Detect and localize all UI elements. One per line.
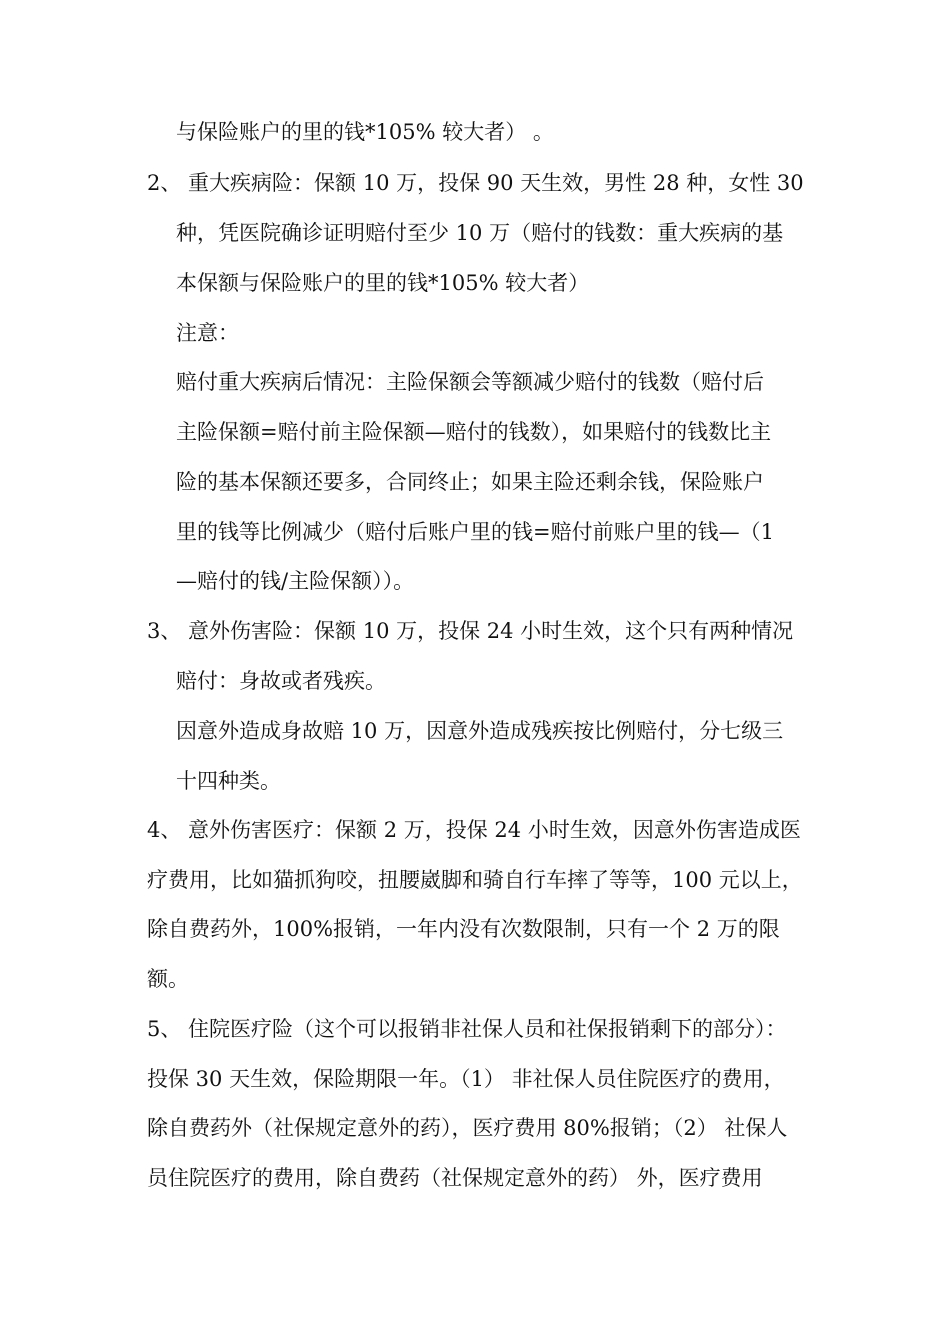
- paragraph-line: 疗费用，比如猫抓狗咬，扭腰崴脚和骑自行车摔了等等，100 元以上，: [147, 868, 803, 892]
- paragraph-line: 与保险账户的里的钱*105% 较大者） 。: [176, 120, 554, 144]
- paragraph-line: 除自费药外（社保规定意外的药），医疗费用 80%报销；（2） 社保人: [147, 1116, 788, 1140]
- paragraph-line: 险的基本保额还要多，合同终止；如果主险还剩余钱，保险账户: [176, 470, 764, 494]
- item-5-line: 5、 住院医疗险（这个可以报销非社保人员和社保报销剩下的部分）：: [147, 1017, 787, 1041]
- item-4-line: 4、 意外伤害医疗：保额 2 万，投保 24 小时生效，因意外伤害造成医: [147, 818, 801, 842]
- note-heading: 注意：: [176, 321, 239, 345]
- paragraph-line: —赔付的钱/主险保额））。: [176, 569, 415, 593]
- paragraph-line: 赔付：身故或者残疾。: [176, 669, 386, 693]
- paragraph-line: 十四种类。: [176, 769, 281, 793]
- paragraph-line: 主险保额=赔付前主险保额—赔付的钱数），如果赔付的钱数比主: [176, 420, 772, 444]
- paragraph-line: 除自费药外，100%报销，一年内没有次数限制，只有一个 2 万的限: [147, 917, 780, 941]
- item-2-line: 2、 重大疾病险：保额 10 万，投保 90 天生效，男性 28 种，女性 30: [147, 171, 804, 195]
- paragraph-line: 赔付重大疾病后情况：主险保额会等额减少赔付的钱数（赔付后: [176, 370, 764, 394]
- paragraph-line: 本保额与保险账户的里的钱*105% 较大者）: [176, 271, 590, 295]
- paragraph-line: 种，凭医院确诊证明赔付至少 10 万（赔付的钱数：重大疾病的基: [176, 221, 784, 245]
- paragraph-line: 因意外造成身故赔 10 万，因意外造成残疾按比例赔付，分七级三: [176, 719, 784, 743]
- paragraph-line: 额。: [147, 967, 189, 991]
- paragraph-line: 里的钱等比例减少（赔付后账户里的钱=赔付前账户里的钱—（1: [176, 520, 774, 544]
- paragraph-line: 员住院医疗的费用，除自费药（社保规定意外的药） 外，医疗费用: [147, 1166, 763, 1190]
- item-3-line: 3、 意外伤害险：保额 10 万，投保 24 小时生效，这个只有两种情况: [147, 619, 794, 643]
- paragraph-line: 投保 30 天生效，保险期限一年。（1） 非社保人员住院医疗的费用，: [147, 1067, 785, 1091]
